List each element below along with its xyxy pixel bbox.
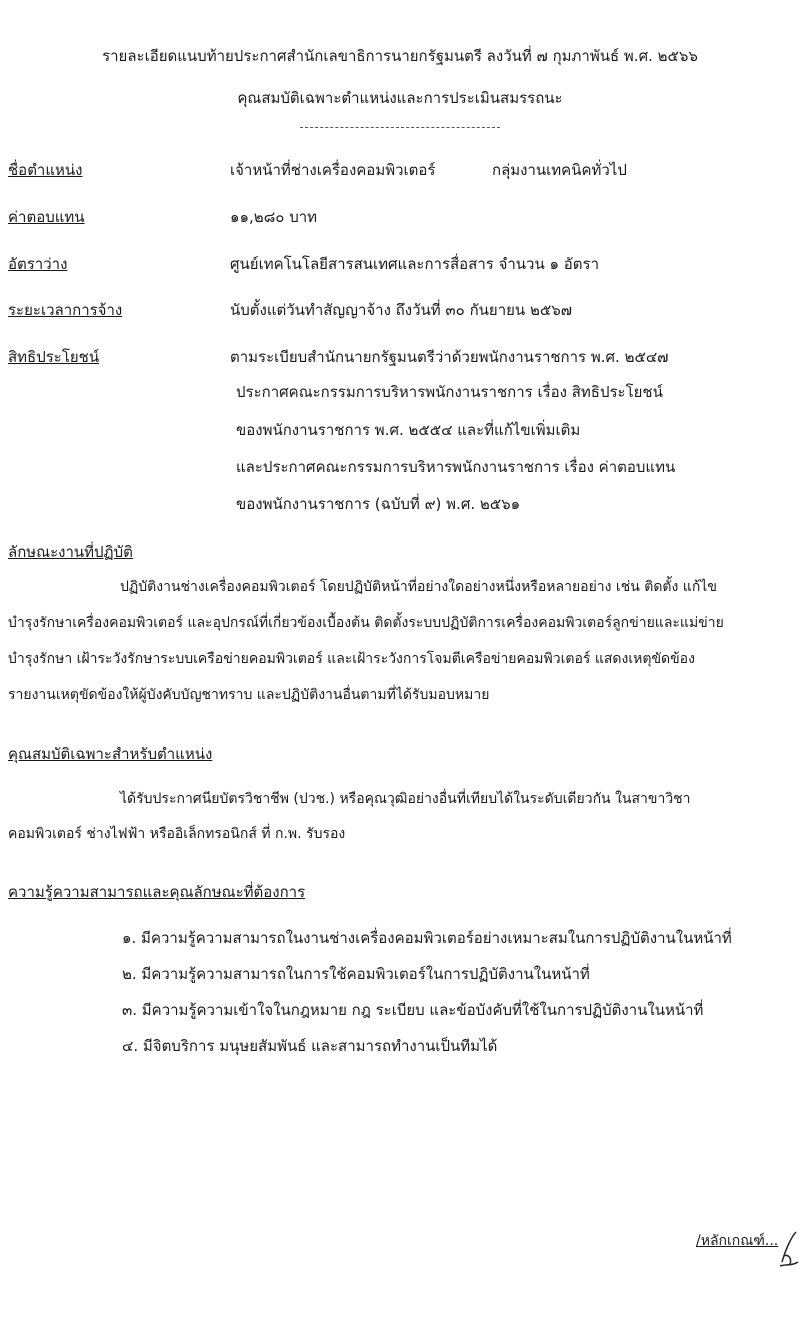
position-label: ชื่อตำแหน่ง bbox=[8, 161, 83, 179]
competency-item: ๒. มีความรู้ความสามารถในการใช้คอมพิวเตอร์ในการปฏิบัติงานในหน้าที่ bbox=[122, 965, 590, 983]
competency-item: ๓. มีความรู้ความเข้าใจในกฎหมาย กฎ ระเบียบ และข้อบังคับที่ใช้ในการปฏิบัติงานในหน้าที่ bbox=[122, 1001, 704, 1019]
qualifications-line: ได้รับประกาศนียบัตรวิชาชีพ (ปวช.) หรือคุณวุฒิอย่างอื่นที่เทียบได้ในระดับเดียวกัน ในสาขาวิชา bbox=[120, 791, 691, 807]
document-title-line-1: รายละเอียดแนบท้ายประกาศสำนักเลขาธิการนายกรัฐมนตรี ลงวันที่ ๗ กุมภาพันธ์ พ.ศ. ๒๕๖๖ bbox=[102, 47, 698, 65]
benefits-line: และประกาศคณะกรรมการบริหารพนักงานราชการ เรื่อง ค่าตอบแทน bbox=[236, 458, 676, 476]
duties-heading: ลักษณะงานที่ปฏิบัติ bbox=[8, 543, 133, 561]
benefits-line: ของพนักงานราชการ พ.ศ. ๒๕๕๔ และที่แก้ไขเพิ่มเติม bbox=[236, 421, 581, 439]
competencies-heading: ความรู้ความสามารถและคุณลักษณะที่ต้องการ bbox=[8, 883, 306, 901]
duration-value: นับตั้งแต่วันทำสัญญาจ้าง ถึงวันที่ ๓๐ กันยายน ๒๕๖๗ bbox=[230, 301, 572, 319]
duties-line: บำรุงรักษาเครื่องคอมพิวเตอร์ และอุปกรณ์ที่เกี่ยวข้องเบื้องต้น ติดตั้งระบบปฏิบัติการเครื่องคอมพิวเตอร์ลูกข่ายและแม่ข่าย bbox=[8, 615, 724, 631]
qualifications-line: คอมพิวเตอร์ ช่างไฟฟ้า หรืออิเล็กทรอนิกส์ ที่ ก.พ. รับรอง bbox=[8, 826, 346, 842]
position-value: เจ้าหน้าที่ช่างเครื่องคอมพิวเตอร์ bbox=[230, 161, 436, 179]
title-divider bbox=[300, 127, 500, 128]
qualifications-heading: คุณสมบัติเฉพาะสำหรับตำแหน่ง bbox=[8, 745, 213, 763]
continuation-note: /หลักเกณฑ์... bbox=[696, 1233, 779, 1249]
competency-item: ๔. มีจิตบริการ มนุษยสัมพันธ์ และสามารถทำงานเป็นทีมได้ bbox=[122, 1037, 498, 1055]
duties-line: รายงานเหตุขัดข้องให้ผู้บังคับบัญชาทราบ และปฏิบัติงานอื่นตามที่ได้รับมอบหมาย bbox=[8, 687, 490, 703]
signature-mark bbox=[778, 1228, 800, 1268]
salary-label: ค่าตอบแทน bbox=[8, 208, 85, 226]
duties-line: บำรุงรักษา เฝ้าระวังรักษาระบบเครือข่ายคอมพิวเตอร์ และเฝ้าระวังการโจมตีเครือข่ายคอมพิวเตอร์ แสดงเหตุขัดข้อง bbox=[8, 651, 695, 667]
duties-line: ปฏิบัติงานช่างเครื่องคอมพิวเตอร์ โดยปฏิบัติหน้าที่อย่างใดอย่างหนึ่งหรือหลายอย่าง เช่น ติดตั้ง แก้ไข bbox=[120, 579, 717, 595]
benefits-label: สิทธิประโยชน์ bbox=[8, 348, 100, 366]
benefits-line: ของพนักงานราชการ (ฉบับที่ ๙) พ.ศ. ๒๕๖๑ bbox=[236, 495, 521, 513]
salary-value: ๑๑,๒๘๐ บาท bbox=[230, 208, 318, 226]
document-title-line-2: คุณสมบัติเฉพาะตำแหน่งและการประเมินสมรรถนะ bbox=[237, 89, 563, 107]
competency-item: ๑. มีความรู้ความสามารถในงานช่างเครื่องคอมพิวเตอร์อย่างเหมาะสมในการปฏิบัติงานในหน้าที่ bbox=[122, 929, 732, 947]
benefits-line: ตามระเบียบสำนักนายกรัฐมนตรีว่าด้วยพนักงานราชการ พ.ศ. ๒๕๔๗ bbox=[230, 348, 669, 366]
position-group: กลุ่มงานเทคนิคทั่วไป bbox=[492, 161, 627, 179]
vacancy-value: ศูนย์เทคโนโลยีสารสนเทศและการสื่อสาร จำนวน ๑ อัตรา bbox=[230, 255, 600, 273]
duration-label: ระยะเวลาการจ้าง bbox=[8, 301, 123, 319]
vacancy-label: อัตราว่าง bbox=[8, 255, 68, 273]
benefits-line: ประกาศคณะกรรมการบริหารพนักงานราชการ เรื่อง สิทธิประโยชน์ bbox=[236, 383, 663, 401]
